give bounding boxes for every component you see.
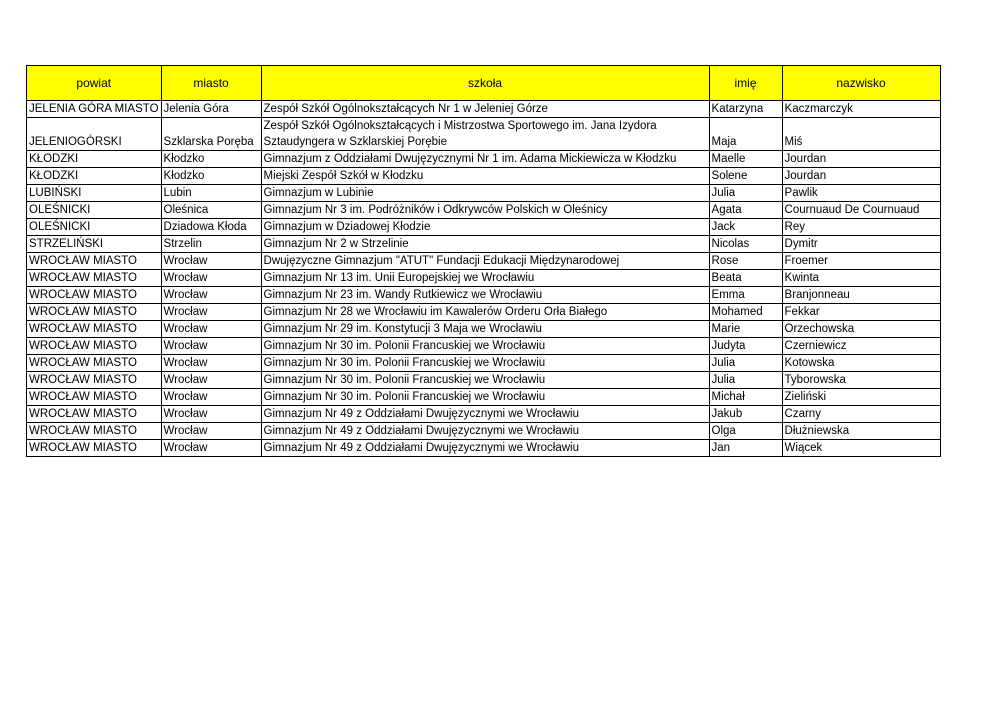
table-row	[27, 118, 941, 151]
imie-cell: Maja	[709, 118, 782, 151]
table-row	[27, 321, 941, 338]
miasto-cell: Wrocław	[161, 372, 261, 389]
szkola-cell: Gimnazjum Nr 30 im. Polonii Francuskiej we Wrocławiu	[261, 372, 709, 389]
miasto-cell: Szklarska Poręba	[161, 118, 261, 151]
imie-cell: Jakub	[709, 406, 782, 423]
table-row	[27, 236, 941, 253]
powiat-cell: WROCŁAW MIASTO	[27, 389, 162, 406]
nazwisko-cell: Kaczmarczyk	[782, 101, 940, 118]
powiat-cell: LUBIŃSKI	[27, 185, 162, 202]
imie-cell: Katarzyna	[709, 101, 782, 118]
szkola-cell: Gimnazjum Nr 29 im. Konstytucji 3 Maja we Wrocławiu	[261, 321, 709, 338]
imie-cell: Michał	[709, 389, 782, 406]
miasto-cell: Strzelin	[161, 236, 261, 253]
imie-cell: Julia	[709, 372, 782, 389]
szkola-cell: Gimnazjum Nr 13 im. Unii Europejskiej we Wrocławiu	[261, 270, 709, 287]
miasto-cell: Oleśnica	[161, 202, 261, 219]
imie-cell: Marie	[709, 321, 782, 338]
miasto-cell: Wrocław	[161, 270, 261, 287]
nazwisko-cell: Miś	[782, 118, 940, 151]
table-row	[27, 219, 941, 236]
powiat-cell: OLEŚNICKI	[27, 202, 162, 219]
imie-cell: Solene	[709, 168, 782, 185]
miasto-cell: Wrocław	[161, 287, 261, 304]
nazwisko-cell: Froemer	[782, 253, 940, 270]
nazwisko-cell: Kotowska	[782, 355, 940, 372]
header-miasto: miasto	[161, 66, 261, 101]
powiat-cell: WROCŁAW MIASTO	[27, 406, 162, 423]
nazwisko-cell: Czarny	[782, 406, 940, 423]
miasto-cell: Wrocław	[161, 423, 261, 440]
table-row	[27, 101, 941, 118]
nazwisko-cell: Rey	[782, 219, 940, 236]
imie-cell: Agata	[709, 202, 782, 219]
nazwisko-cell: Czerniewicz	[782, 338, 940, 355]
nazwisko-cell: Jourdan	[782, 151, 940, 168]
szkola-cell: Gimnazjum Nr 49 z Oddziałami Dwujęzycznymi we Wrocławiu	[261, 406, 709, 423]
imie-cell: Beata	[709, 270, 782, 287]
table-row	[27, 253, 941, 270]
nazwisko-cell: Branjonneau	[782, 287, 940, 304]
imie-cell: Mohamed	[709, 304, 782, 321]
imie-cell: Jack	[709, 219, 782, 236]
szkola-cell: Dwujęzyczne Gimnazjum "ATUT" Fundacji Edukacji Międzynarodowej	[261, 253, 709, 270]
miasto-cell: Kłodzko	[161, 151, 261, 168]
table-row	[27, 406, 941, 423]
nazwisko-cell: Zieliński	[782, 389, 940, 406]
szkola-cell: Gimnazjum w Dziadowej Kłodzie	[261, 219, 709, 236]
table-row	[27, 151, 941, 168]
nazwisko-cell: Cournuaud De Cournuaud	[782, 202, 940, 219]
nazwisko-cell: Wiącek	[782, 440, 940, 457]
header-row	[27, 66, 941, 101]
szkola-cell: Gimnazjum Nr 30 im. Polonii Francuskiej we Wrocławiu	[261, 338, 709, 355]
miasto-cell: Wrocław	[161, 338, 261, 355]
table-row	[27, 185, 941, 202]
nazwisko-cell: Kwinta	[782, 270, 940, 287]
szkola-cell: Gimnazjum Nr 30 im. Polonii Francuskiej we Wrocławiu	[261, 355, 709, 372]
powiat-cell: KŁODZKI	[27, 168, 162, 185]
powiat-cell: KŁODZKI	[27, 151, 162, 168]
nazwisko-cell: Dymitr	[782, 236, 940, 253]
nazwisko-cell: Tyborowska	[782, 372, 940, 389]
powiat-cell: WROCŁAW MIASTO	[27, 338, 162, 355]
powiat-cell: JELENIA GÓRA MIASTO	[27, 101, 162, 118]
table-row	[27, 270, 941, 287]
miasto-cell: Wrocław	[161, 304, 261, 321]
students-table	[26, 65, 941, 457]
powiat-cell: WROCŁAW MIASTO	[27, 372, 162, 389]
table-row	[27, 287, 941, 304]
miasto-cell: Lubin	[161, 185, 261, 202]
imie-cell: Julia	[709, 355, 782, 372]
header-szkola: szkoła	[261, 66, 709, 101]
table-row	[27, 423, 941, 440]
imie-cell: Maelle	[709, 151, 782, 168]
table-row	[27, 440, 941, 457]
table-row	[27, 389, 941, 406]
nazwisko-cell: Orzechowska	[782, 321, 940, 338]
miasto-cell: Wrocław	[161, 440, 261, 457]
imie-cell: Jan	[709, 440, 782, 457]
imie-cell: Olga	[709, 423, 782, 440]
miasto-cell: Wrocław	[161, 406, 261, 423]
powiat-cell: WROCŁAW MIASTO	[27, 440, 162, 457]
imie-cell: Rose	[709, 253, 782, 270]
szkola-cell: Gimnazjum Nr 49 z Oddziałami Dwujęzycznymi we Wrocławiu	[261, 423, 709, 440]
miasto-cell: Jelenia Góra	[161, 101, 261, 118]
szkola-cell: Gimnazjum Nr 2 w Strzelinie	[261, 236, 709, 253]
nazwisko-cell: Pawlik	[782, 185, 940, 202]
imie-cell: Emma	[709, 287, 782, 304]
nazwisko-cell: Fekkar	[782, 304, 940, 321]
powiat-cell: WROCŁAW MIASTO	[27, 423, 162, 440]
table-row	[27, 304, 941, 321]
miasto-cell: Wrocław	[161, 389, 261, 406]
powiat-cell: WROCŁAW MIASTO	[27, 355, 162, 372]
miasto-cell: Wrocław	[161, 253, 261, 270]
szkola-cell: Gimnazjum Nr 49 z Oddziałami Dwujęzycznymi we Wrocławiu	[261, 440, 709, 457]
imie-cell: Julia	[709, 185, 782, 202]
table-row	[27, 372, 941, 389]
powiat-cell: WROCŁAW MIASTO	[27, 270, 162, 287]
powiat-cell: OLEŚNICKI	[27, 219, 162, 236]
miasto-cell: Wrocław	[161, 321, 261, 338]
powiat-cell: WROCŁAW MIASTO	[27, 287, 162, 304]
szkola-cell: Gimnazjum Nr 30 im. Polonii Francuskiej we Wrocławiu	[261, 389, 709, 406]
table-row	[27, 338, 941, 355]
miasto-cell: Wrocław	[161, 355, 261, 372]
miasto-cell: Kłodzko	[161, 168, 261, 185]
szkola-cell: Gimnazjum z Oddziałami Dwujęzycznymi Nr 1 im. Adama Mickiewicza w Kłodzku	[261, 151, 709, 168]
szkola-cell: Gimnazjum Nr 23 im. Wandy Rutkiewicz we Wrocławiu	[261, 287, 709, 304]
powiat-cell: WROCŁAW MIASTO	[27, 321, 162, 338]
imie-cell: Judyta	[709, 338, 782, 355]
szkola-cell: Zespół Szkół Ogólnokształcących Nr 1 w Jeleniej Górze	[261, 101, 709, 118]
nazwisko-cell: Dłużniewska	[782, 423, 940, 440]
header-powiat: powiat	[27, 66, 162, 101]
szkola-cell: Zespół Szkół Ogólnokształcących i Mistrzostwa Sportowego im. Jana Izydora Sztaudyngera w Szklarskiej Porębie	[261, 118, 709, 151]
powiat-cell: WROCŁAW MIASTO	[27, 253, 162, 270]
imie-cell: Nicolas	[709, 236, 782, 253]
szkola-cell: Gimnazjum w Lubinie	[261, 185, 709, 202]
table-row	[27, 202, 941, 219]
powiat-cell: STRZELIŃSKI	[27, 236, 162, 253]
powiat-cell: JELENIOGÓRSKI	[27, 118, 162, 151]
szkola-cell: Gimnazjum Nr 3 im. Podróżników i Odkrywców Polskich w Oleśnicy	[261, 202, 709, 219]
nazwisko-cell: Jourdan	[782, 168, 940, 185]
szkola-cell: Miejski Zespół Szkół w Kłodzku	[261, 168, 709, 185]
header-nazwisko: nazwisko	[782, 66, 940, 101]
szkola-cell: Gimnazjum Nr 28 we Wrocławiu im Kawalerów Orderu Orła Białego	[261, 304, 709, 321]
miasto-cell: Dziadowa Kłoda	[161, 219, 261, 236]
table-row	[27, 168, 941, 185]
powiat-cell: WROCŁAW MIASTO	[27, 304, 162, 321]
table-row	[27, 355, 941, 372]
header-imie: imię	[709, 66, 782, 101]
